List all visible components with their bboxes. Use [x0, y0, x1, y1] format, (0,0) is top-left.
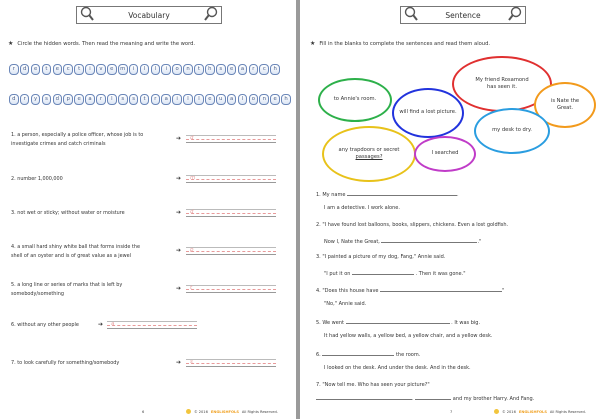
arrow-icon: ➔	[176, 359, 182, 366]
footer-rights: All Rights Reserved.	[549, 409, 586, 414]
arrow-icon: ➔	[176, 247, 182, 254]
fill-in-blank[interactable]	[322, 350, 394, 356]
letter-tile[interactable]: t	[140, 94, 150, 105]
letter-tile[interactable]: e	[270, 94, 280, 105]
letter-tile[interactable]: i	[85, 64, 95, 75]
sentence-text: "	[502, 288, 505, 294]
letter-grid-row-2	[9, 94, 291, 105]
vocabulary-question-text: somebody/something	[11, 291, 64, 297]
sentence-text: . It was big.	[451, 320, 481, 326]
fill-in-blank[interactable]	[381, 237, 477, 243]
sentence-page	[300, 0, 600, 419]
vocabulary-question-text: 4. a small hard shiny white ball that forms inside the	[11, 244, 140, 250]
arrow-icon: ➔	[176, 209, 182, 216]
word-bubble	[474, 108, 550, 154]
letter-tile[interactable]: d	[53, 94, 63, 105]
arrow-icon: ➔	[176, 135, 182, 142]
sentence-question	[316, 222, 508, 229]
guide-line	[186, 363, 276, 364]
guide-line	[186, 142, 276, 143]
letter-tile[interactable]: p	[63, 94, 73, 105]
letter-tile[interactable]: t	[42, 64, 52, 75]
sentence-text: .	[412, 396, 414, 402]
sentence-continuation	[316, 394, 534, 402]
brand-logo-icon	[186, 409, 191, 414]
first-letter-hint: p	[190, 247, 194, 253]
sentence-text: I looked on the desk. And under the desk. And in the desk.	[324, 365, 471, 371]
letter-tile[interactable]: l	[194, 94, 204, 105]
sentence-continuation	[324, 237, 481, 245]
letter-tile[interactable]: d	[20, 64, 30, 75]
guide-line	[107, 328, 197, 329]
footer-year: © 2016	[194, 409, 208, 414]
letter-tile[interactable]: e	[227, 64, 237, 75]
arrow-icon: ➔	[176, 175, 182, 182]
bubble-text: has seen it.	[487, 84, 517, 90]
magnifier-icon	[79, 5, 95, 23]
sentence-continuation	[324, 301, 366, 307]
bubble-text: will find a lost picture.	[399, 109, 457, 116]
sentence-text: I am a detective. I work alone.	[324, 205, 400, 211]
fill-in-blank[interactable]	[316, 394, 412, 400]
bubble-text: is Nate the	[550, 97, 580, 104]
letter-tile[interactable]: n	[183, 64, 193, 75]
letter-tile[interactable]: e	[107, 64, 117, 75]
copyright-footer	[494, 409, 586, 414]
sentence-question	[316, 350, 420, 359]
letter-tile[interactable]: r	[249, 64, 259, 75]
sentence-title-box	[400, 6, 526, 24]
vocabulary-title: Vocabulary	[128, 10, 170, 20]
sentence-question	[316, 190, 459, 199]
vocabulary-question-text: 3. not wet or sticky; without water or moisture	[11, 210, 125, 216]
word-bubble	[322, 126, 416, 182]
answer-writing-line[interactable]	[186, 359, 276, 366]
letter-tile[interactable]: t	[194, 64, 204, 75]
guide-line	[186, 366, 276, 367]
sentence-text: "No," Annie said.	[324, 301, 367, 307]
vocabulary-instruction	[8, 40, 195, 47]
bubble-text: My friend Rosamond	[475, 76, 529, 83]
guide-line	[186, 182, 276, 183]
sentence-text: It had yellow walls, a yellow bed, a yellow chair, and a yellow desk.	[324, 333, 493, 339]
letter-tile[interactable]: e	[74, 94, 84, 105]
letter-tile[interactable]: d	[9, 94, 19, 105]
guide-line	[186, 135, 276, 136]
arrow-icon: ➔	[176, 285, 182, 292]
guide-line	[186, 247, 276, 248]
first-letter-hint: d	[190, 135, 194, 141]
sentence-text: 5. We went	[316, 320, 344, 326]
footer-year: © 2016	[502, 409, 516, 414]
letter-tile[interactable]: i	[129, 64, 139, 75]
answer-writing-line[interactable]	[186, 175, 276, 182]
vocabulary-question-text: investigate crimes and catch criminals	[11, 141, 106, 147]
bubble-text: I searched	[431, 150, 459, 157]
page-number: 6	[142, 410, 145, 414]
vocabulary-question-text: 6. without any other people	[11, 322, 79, 328]
guide-line	[186, 254, 276, 255]
vocabulary-question-text: 1. a person, especially a police officer, whose job is to	[11, 132, 144, 138]
sentence-continuation	[324, 333, 492, 339]
fill-in-blank[interactable]	[346, 318, 450, 324]
letter-tile[interactable]: i	[161, 64, 171, 75]
guide-line	[186, 285, 276, 286]
vocabulary-question-text: 5. a long line or series of marks that is left by	[11, 282, 123, 288]
bubble-text: Great.	[556, 105, 574, 111]
letter-tile[interactable]: l	[140, 64, 150, 75]
letter-tile[interactable]: n	[259, 94, 269, 105]
letter-tile[interactable]: e	[205, 94, 215, 105]
guide-line	[186, 216, 276, 217]
sentence-text: .	[457, 192, 459, 198]
word-bubble	[414, 136, 476, 172]
fill-in-blank[interactable]	[352, 269, 414, 275]
fill-in-blank[interactable]	[380, 286, 505, 294]
sentence-text: 1. My name	[316, 192, 346, 198]
letter-tile[interactable]: r	[20, 94, 30, 105]
sentence-text: 2. "I have found lost balloons, books, slippers, chickens. Even a lost goldfish.	[316, 222, 509, 228]
fill-in-blank[interactable]	[347, 190, 457, 196]
answer-writing-line[interactable]	[186, 285, 276, 292]
sentence-text: 4. "Does this house have	[316, 288, 379, 294]
sentence-question	[316, 318, 480, 327]
letter-tile[interactable]: h	[281, 94, 291, 105]
letter-tile[interactable]: a	[161, 94, 171, 105]
guide-line	[186, 209, 276, 210]
bubble-text: to Annie's room.	[333, 96, 377, 103]
footer-brand: ENGLISHFOLS	[210, 409, 239, 414]
first-letter-hint: t	[190, 285, 193, 291]
letter-tile[interactable]: t	[74, 64, 84, 75]
first-letter-hint: m	[190, 175, 196, 181]
sentence-text: the room.	[395, 352, 421, 358]
sentence-text: and my brother Harry. And Fang.	[452, 396, 535, 402]
letter-tile[interactable]: l	[238, 94, 248, 105]
magnifier-icon	[507, 5, 523, 23]
sentence-question	[316, 286, 504, 295]
instruction-text: Circle the hidden words. Then read the meaning and write the word.	[17, 41, 196, 47]
letter-tile[interactable]: h	[205, 64, 215, 75]
word-bubble	[318, 78, 392, 122]
letter-tile[interactable]: s	[129, 94, 139, 105]
answer-writing-line[interactable]	[186, 135, 276, 142]
guide-line	[186, 251, 276, 252]
sentence-continuation	[324, 269, 466, 277]
sentence-text: 7. "Now tell me. Who has seen your picture?"	[316, 382, 430, 388]
vocabulary-question-text: 2. number 1,000,000	[11, 176, 63, 182]
letter-tile[interactable]: i	[172, 94, 182, 105]
letter-tile[interactable]: e	[53, 64, 63, 75]
guide-line	[186, 213, 276, 214]
sentence-text: ."	[477, 239, 482, 245]
bubble-text: any trapdoors or secret	[338, 146, 400, 153]
letter-tile[interactable]: c	[259, 64, 269, 75]
letter-tile[interactable]: r	[96, 94, 106, 105]
footer-brand: ENGLISHFOLS	[518, 409, 547, 414]
fill-in-blank[interactable]	[415, 394, 451, 400]
letter-tile[interactable]: a	[227, 94, 237, 105]
letter-tile[interactable]: l	[183, 94, 193, 105]
letter-tile[interactable]: r	[151, 94, 161, 105]
guide-line	[186, 359, 276, 360]
sentence-continuation	[324, 365, 471, 371]
vocabulary-page	[0, 0, 296, 419]
letter-tile[interactable]: e	[31, 64, 41, 75]
letter-tile[interactable]: o	[172, 64, 182, 75]
letter-tile[interactable]: a	[85, 94, 95, 105]
letter-tile[interactable]: v	[96, 64, 106, 75]
letter-grid-row-1	[9, 64, 280, 75]
magnifier-icon	[203, 5, 219, 23]
answer-writing-line[interactable]	[186, 209, 276, 216]
sentence-text: Now I, Nate the Great,	[324, 239, 380, 245]
letter-tile[interactable]: l	[151, 64, 161, 75]
letter-tile[interactable]: s	[42, 94, 52, 105]
letter-tile[interactable]: l	[107, 94, 117, 105]
sentence-text: . Then it was gone."	[415, 271, 466, 277]
sentence-continuation	[324, 205, 400, 211]
letter-tile[interactable]: s	[216, 64, 226, 75]
letter-tile[interactable]: a	[238, 64, 248, 75]
first-letter-hint: a	[111, 321, 115, 327]
guide-line	[186, 289, 276, 290]
magnifier-icon	[403, 5, 419, 23]
instruction-text: Fill in the blanks to complete the sentences and read them aloud.	[319, 41, 491, 47]
sentence-instruction	[310, 40, 490, 47]
word-bubble	[392, 88, 464, 138]
sentence-text: 3. "I painted a picture of my dog, Fang," Annie said.	[316, 254, 446, 260]
letter-tile[interactable]: u	[216, 94, 226, 105]
letter-tile[interactable]: c	[63, 64, 73, 75]
arrow-icon: ➔	[98, 321, 104, 328]
sentence-text: 6.	[316, 352, 321, 358]
star-icon: ★	[8, 40, 14, 47]
copyright-footer	[186, 409, 278, 414]
letter-tile[interactable]: m	[118, 64, 128, 75]
star-icon: ★	[310, 40, 316, 47]
letter-tile[interactable]: y	[31, 94, 41, 105]
page-number: 7	[450, 410, 453, 414]
guide-line	[107, 321, 197, 322]
sentence-question	[316, 382, 430, 389]
letter-tile[interactable]: s	[118, 94, 128, 105]
letter-tile[interactable]: o	[249, 94, 259, 105]
letter-tile[interactable]: h	[270, 64, 280, 75]
letter-tile[interactable]: r	[9, 64, 19, 75]
first-letter-hint: s	[190, 359, 193, 365]
bubble-text: passages?	[355, 154, 383, 160]
brand-logo-icon	[494, 409, 499, 414]
guide-line	[186, 139, 276, 140]
guide-line	[186, 179, 276, 180]
bubble-text: my desk to dry.	[492, 127, 532, 134]
vocabulary-title-box	[76, 6, 222, 24]
guide-line	[186, 175, 276, 176]
vocabulary-question-text: 7. to look carefully for something/somebody	[11, 360, 120, 366]
first-letter-hint: d	[190, 209, 194, 215]
sentence-text: "I put it on	[324, 271, 351, 277]
sentence-title: Sentence	[445, 10, 481, 20]
guide-line	[107, 325, 197, 326]
vocabulary-question-text: shell of an oyster and is of great value as a jewel	[11, 253, 132, 259]
sentence-question	[316, 254, 445, 261]
guide-line	[186, 292, 276, 293]
footer-rights: All Rights Reserved.	[241, 409, 278, 414]
answer-writing-line[interactable]	[107, 321, 197, 328]
answer-writing-line[interactable]	[186, 247, 276, 254]
